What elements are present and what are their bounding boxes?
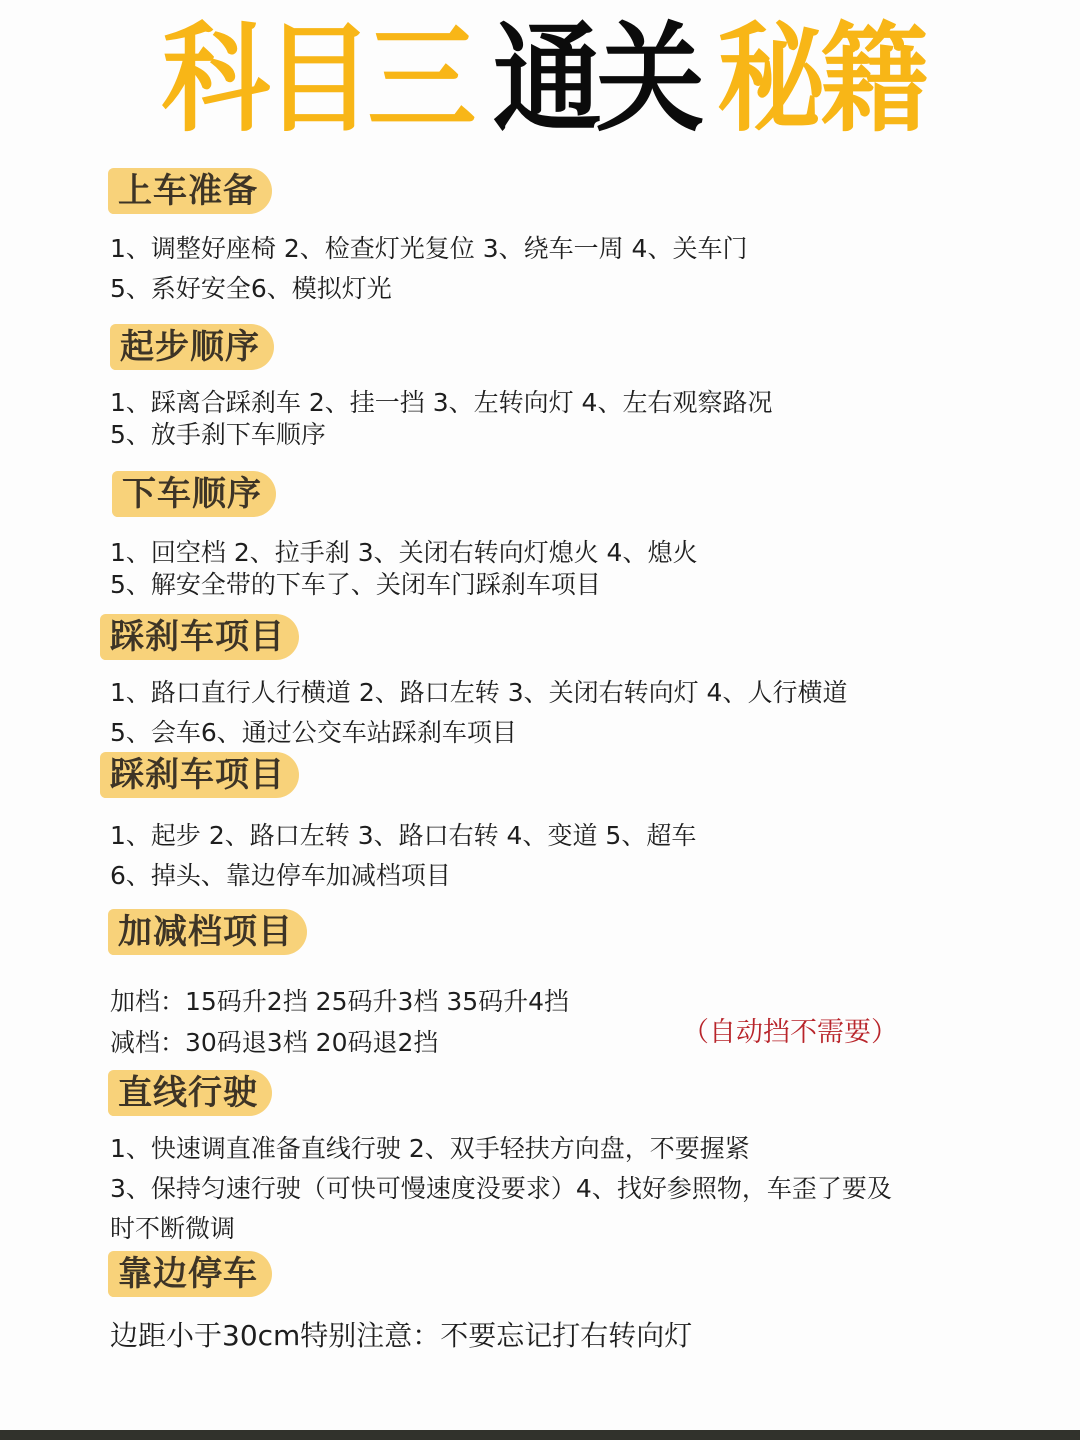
section-heading-gear-shift: 加减档项目: [108, 909, 307, 955]
section-line: 3、保持匀速行驶（可快可慢速度没要求）4、找好参照物，车歪了要及: [110, 1174, 892, 1203]
section-line: 5、放手刹下车顺序: [110, 420, 326, 449]
section-line: 减档：30码退3档 20码退2挡: [110, 1028, 439, 1057]
section-line: 加档：15码升2挡 25码升3档 35码升4挡: [110, 987, 570, 1016]
section-line: 5、系好安全6、模拟灯光: [110, 274, 392, 303]
automatic-note: （自动挡不需要）: [682, 1017, 898, 1048]
section-heading-pull-over: 靠边停车: [108, 1251, 272, 1297]
section-line: 5、会车6、通过公交车站踩刹车项目: [110, 718, 517, 747]
section-line: 时不断微调: [110, 1214, 236, 1243]
section-heading-brake-items-2: 踩刹车项目: [100, 752, 299, 798]
section-line: 5、解安全带的下车了、关闭车门踩刹车项目: [110, 570, 601, 599]
section-heading-exit-sequence: 下车顺序: [112, 471, 276, 517]
title-part-secrets: 秘籍: [716, 10, 924, 148]
page-title: [0, 10, 1080, 148]
section-line: 6、掉头、靠边停车加减档项目: [110, 861, 451, 890]
bottom-bar: [0, 1430, 1080, 1440]
section-heading-start-sequence: 起步顺序: [110, 324, 274, 370]
section-line: 1、调整好座椅 2、检查灯光复位 3、绕车一周 4、关车门: [110, 234, 748, 263]
section-line: 1、踩离合踩刹车 2、挂一挡 3、左转向灯 4、左右观察路况: [110, 388, 773, 417]
title-part-subject-three: 科目三: [161, 10, 471, 148]
section-line: 1、起步 2、路口左转 3、路口右转 4、变道 5、超车: [110, 821, 697, 850]
title-part-pass: 通关: [492, 10, 700, 148]
section-line: 边距小于30cm特别注意：不要忘记打右转向灯: [110, 1319, 693, 1352]
section-line: 1、回空档 2、拉手刹 3、关闭右转向灯熄火 4、熄火: [110, 538, 698, 567]
section-heading-boarding: 上车准备: [108, 168, 272, 214]
section-line: 1、路口直行人行横道 2、路口左转 3、关闭右转向灯 4、人行横道: [110, 678, 848, 707]
section-heading-straight-driving: 直线行驶: [108, 1070, 272, 1116]
section-heading-brake-items: 踩刹车项目: [100, 614, 299, 660]
section-line: 1、快速调直准备直线行驶 2、双手轻扶方向盘，不要握紧: [110, 1134, 750, 1163]
